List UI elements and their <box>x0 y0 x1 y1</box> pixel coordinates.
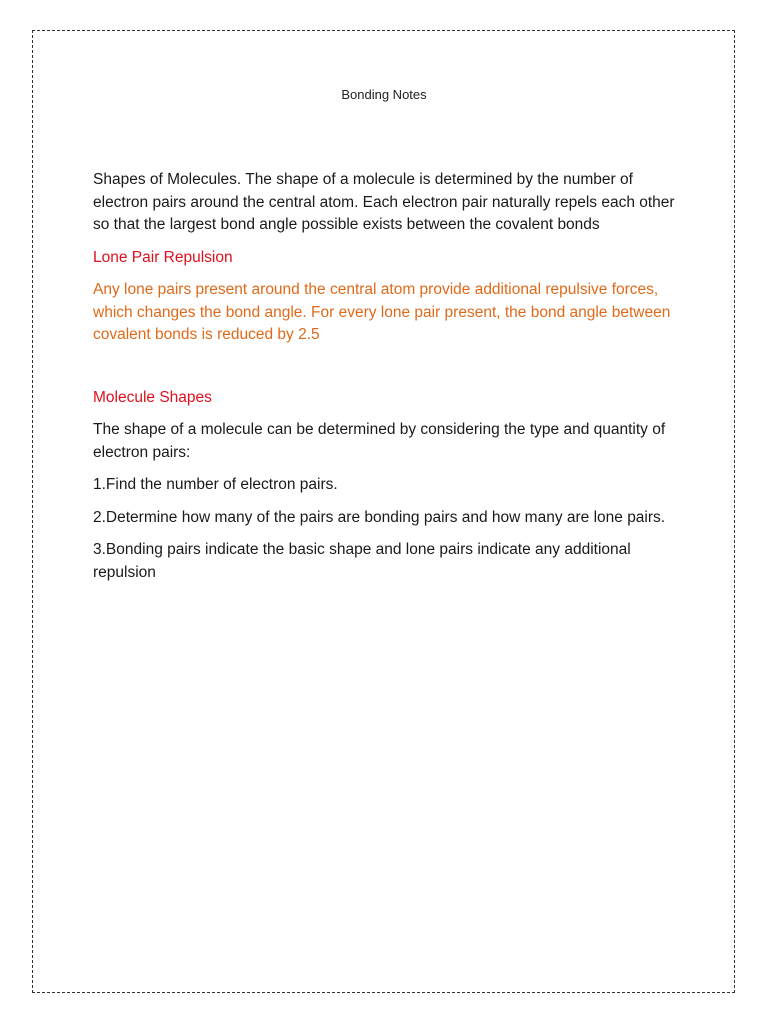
molecule-shapes-heading: Molecule Shapes <box>93 388 212 406</box>
document-body <box>93 169 678 594</box>
page-header-title: Bonding Notes <box>341 87 427 102</box>
section-spacer <box>93 357 678 387</box>
molecule-shapes-paragraph: The shape of a molecule can be determined by considering the type and quantity of electron pairs: <box>93 421 666 461</box>
step-item-3: 3.Bonding pairs indicate the basic shape and lone pairs indicate any additional repulsion <box>93 541 631 581</box>
lone-pair-paragraph: Any lone pairs present around the central atom provide additional repulsive forces, which changes the bond angle. For every lone pair present, the bond angle between covalent bonds is reduced by 2.5 <box>93 281 671 343</box>
lone-pair-heading: Lone Pair Repulsion <box>93 248 233 266</box>
step-item-1: 1.Find the number of electron pairs. <box>93 476 338 493</box>
step-item-2: 2.Determine how many of the pairs are bonding pairs and how many are lone pairs. <box>93 508 666 526</box>
intro-paragraph: Shapes of Molecules. The shape of a molecule is determined by the number of electron pairs around the central atom. Each electron pair naturally repels each other so that the largest bond angle possible exists between the covalent bonds <box>93 171 675 233</box>
